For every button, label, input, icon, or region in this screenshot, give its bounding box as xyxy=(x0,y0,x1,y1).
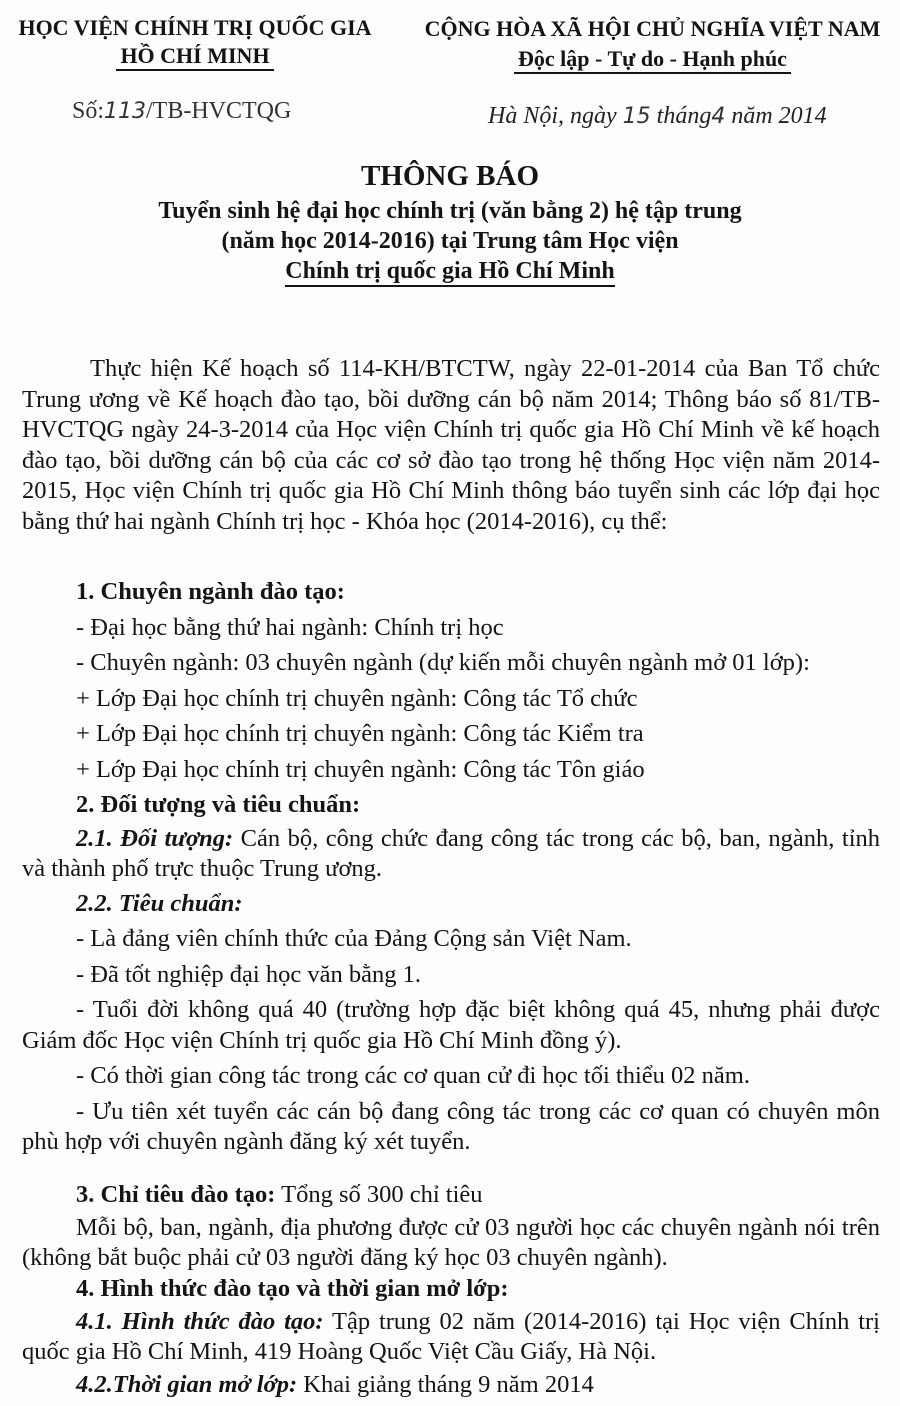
document-number: Số:113/TB-HVCTQG xyxy=(72,98,292,124)
section-3-text: Mỗi bộ, ban, ngành, địa phương được cử 03 người học các chuyên ngành nói trên (không bắt buộc phải cử 03 người đăng ký học 03 chuyên ngành). xyxy=(22,1213,880,1271)
issue-date: Hà Nội, ngày 15 tháng4 năm 2014 xyxy=(488,103,827,129)
handwritten-day: 15 xyxy=(622,104,651,129)
list-item: + Lớp Đại học chính trị chuyên ngành: Công tác Kiểm tra xyxy=(76,720,644,747)
section-1 xyxy=(22,577,880,785)
list-item: - Ưu tiên xét tuyển các cán bộ đang công tác trong các cơ quan có chuyên môn phù hợp với chuyên ngành đăng ký xét tuyển. xyxy=(22,1097,880,1155)
section-1-heading: 1. Chuyên ngành đào tạo: xyxy=(76,578,345,605)
motto: Độc lập - Tự do - Hạnh phúc xyxy=(514,46,791,74)
section-2 xyxy=(22,790,880,1158)
list-item: + Lớp Đại học chính trị chuyên ngành: Công tác Tổ chức xyxy=(76,684,638,712)
section-2-heading: 2. Đối tượng và tiêu chuẩn: xyxy=(76,791,361,818)
section-2-1: 2.1. Đối tượng: Cán bộ, công chức đang công tác trong các bộ, ban, ngành, tỉnh và thành phố trực thuộc Trung ương. xyxy=(22,824,881,882)
list-item: - Là đảng viên chính thức của Đảng Cộng sản Việt Nam. xyxy=(76,925,632,952)
org-name-line2: HỒ CHÍ MINH xyxy=(116,43,273,71)
section-4-heading: 4. Hình thức đào tạo và thời gian mở lớp: xyxy=(76,1275,509,1302)
list-item: + Lớp Đại học chính trị chuyên ngành: Công tác Tôn giáo xyxy=(76,755,645,783)
issuing-organization xyxy=(0,14,390,71)
list-item: - Đại học bằng thứ hai ngành: Chính trị học xyxy=(76,613,504,641)
list-item: - Đã tốt nghiệp đại học văn bằng 1. xyxy=(76,960,421,988)
section-4-2: 4.2.Thời gian mở lớp: Khai giảng tháng 9 năm 2014 xyxy=(76,1370,594,1398)
subtitle-line2: (năm học 2014-2016) tại Trung tâm Học viện xyxy=(221,228,679,254)
section-3 xyxy=(22,1180,880,1274)
list-item: - Có thời gian công tác trong các cơ quan cử đi học tối thiểu 02 năm. xyxy=(76,1062,750,1089)
intro-paragraph: Thực hiện Kế hoạch số 114-KH/BTCTW, ngày 22-01-2014 của Ban Tổ chức Trung ương về Kế hoạch đào tạo, bồi dưỡng cán bộ năm 2014; Thông báo số 81/TB-HVCTQG ngày 24-3-2014 của Học viện Chính trị quốc gia Hồ Chí Minh về kế hoạch đào tạo, bồi dưỡng cán bộ của các cơ sở đào tạo trong hệ thống Học viện năm 2014-2015, Học viện Chính trị quốc gia Hồ Chí Minh thông báo tuyển sinh các lớp đại học bằng thứ hai ngành Chính trị học - Khóa học (2014-2016), cụ thể: xyxy=(22,355,880,535)
section-2-2-heading: 2.2. Tiêu chuẩn: xyxy=(76,889,243,917)
country-name: CỘNG HÒA XÃ HỘI CHỦ NGHĨA VIỆT NAM xyxy=(424,16,881,41)
org-name-line1: HỌC VIỆN CHÍNH TRỊ QUỐC GIA xyxy=(18,15,372,40)
subtitle-line3: Chính trị quốc gia Hồ Chí Minh xyxy=(0,258,900,285)
handwritten-number: 113 xyxy=(104,99,147,124)
list-item: - Chuyên ngành: 03 chuyên ngành (dự kiến mỗi chuyên ngành mở 01 lớp): xyxy=(76,649,810,676)
section-4-1: 4.1. Hình thức đào tạo: Tập trung 02 năm (2014-2016) tại Học viện Chính trị quốc gia Hồ Chí Minh, 419 Hoàng Quốc Việt Cầu Giấy, Hà Nội. xyxy=(22,1307,880,1365)
section-4 xyxy=(22,1274,880,1400)
handwritten-month: 4 xyxy=(711,104,726,129)
document-title: THÔNG BÁO xyxy=(360,160,540,192)
national-motto xyxy=(405,14,900,74)
section-3-heading: 3. Chỉ tiêu đào tạo: Tổng số 300 chỉ tiêu xyxy=(76,1181,483,1208)
subtitle-line1: Tuyển sinh hệ đại học chính trị (văn bằng 2) hệ tập trung xyxy=(158,198,742,224)
list-item: - Tuổi đời không quá 40 (trường hợp đặc biệt không quá 45, nhưng phải được Giám đốc Học viện Chính trị quốc gia Hồ Chí Minh đồng ý). xyxy=(22,996,880,1054)
